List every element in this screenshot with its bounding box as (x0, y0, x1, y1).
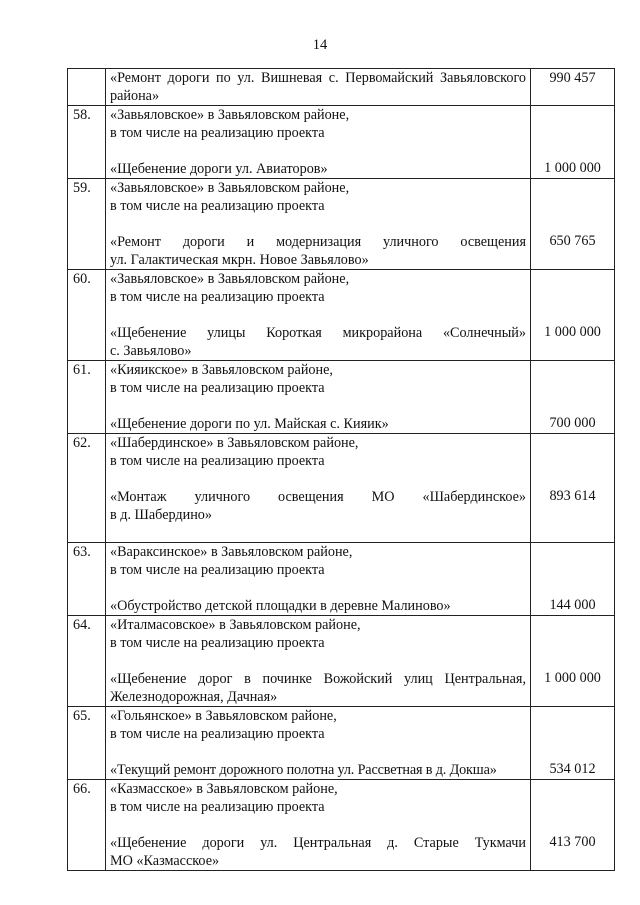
including-text: в том числе на реализацию проекта (110, 562, 325, 578)
page-number: 14 (312, 37, 328, 53)
including-text: в том числе на реализацию проекта (110, 799, 325, 815)
project-line: ул. Галактическая мкрн. Новое Завьялово» (110, 252, 369, 268)
municipality-name: «Кияикское» в Завьяловском районе, (110, 362, 333, 378)
row-description (106, 106, 531, 179)
including-text: в том числе на реализацию проекта (110, 635, 325, 651)
municipality-name: «Шабердинское» в Завьяловском районе, (110, 435, 359, 451)
including-text: в том числе на реализацию проекта (110, 289, 325, 305)
row-amount: 413 700 (531, 780, 615, 871)
row-number: 60. (68, 270, 106, 361)
row-number: 64. (68, 616, 106, 707)
municipality-name: «Вараксинское» в Завьяловском районе, (110, 544, 353, 560)
row-description (106, 361, 531, 434)
table-row (68, 780, 615, 871)
row-number: 62. (68, 434, 106, 543)
row-number: 59. (68, 179, 106, 270)
municipality-name: «Италмасовское» в Завьяловском районе, (110, 617, 361, 633)
table-row (68, 707, 615, 780)
including-text: в том числе на реализацию проекта (110, 726, 325, 742)
project-line: Железнодорожная, Дачная» (110, 689, 278, 705)
project-line: «Щебенение дороги по ул. Майская с. Кияик» (110, 416, 389, 432)
including-text: в том числе на реализацию проекта (110, 380, 325, 396)
project-line: «Ремонт дороги и модернизация уличного освещения (110, 234, 526, 250)
row-description (106, 179, 531, 270)
project-line: «Ремонт дороги по ул. Вишневая с. Первомайский Завьяловского (110, 70, 526, 86)
row-amount: 650 765 (531, 179, 615, 270)
table-row (68, 543, 615, 616)
row-number (68, 69, 106, 106)
row-amount: 893 614 (531, 434, 615, 543)
including-text: в том числе на реализацию проекта (110, 198, 325, 214)
project-line: «Текущий ремонт дорожного полотна ул. Рассветная в д. Докша» (110, 762, 497, 778)
project-line: «Щебенение дорог в починке Вожойский улиц Центральная, (110, 671, 526, 687)
row-amount: 534 012 (531, 707, 615, 780)
table-row (68, 616, 615, 707)
municipality-name: «Казмасское» в Завьяловском районе, (110, 781, 338, 797)
row-number: 65. (68, 707, 106, 780)
table-row (68, 270, 615, 361)
project-line: «Монтаж уличного освещения МО «Шабердинское» (110, 489, 526, 505)
municipality-name: «Гольянское» в Завьяловском районе, (110, 708, 337, 724)
municipality-name: «Завьяловское» в Завьяловском районе, (110, 271, 350, 287)
row-description (106, 780, 531, 871)
row-amount: 990 457 (531, 69, 615, 106)
allocation-table (67, 68, 615, 871)
project-line: «Щебенение дороги ул. Центральная д. Старые Тукмачи (110, 835, 526, 851)
table-row (68, 361, 615, 434)
project-line: «Щебенение дороги ул. Авиаторов» (110, 161, 328, 177)
row-amount: 1 000 000 (531, 270, 615, 361)
project-line: в д. Шабердино» (110, 507, 212, 523)
row-number: 66. (68, 780, 106, 871)
including-text: в том числе на реализацию проекта (110, 453, 325, 469)
project-line: с. Завьялово» (110, 343, 192, 359)
row-description (106, 543, 531, 616)
project-line: «Щебенение улицы Короткая микрорайона «Солнечный» (110, 325, 526, 341)
municipality-name: «Завьяловское» в Завьяловском районе, (110, 180, 350, 196)
row-description (106, 434, 531, 543)
table-row (68, 69, 615, 106)
row-number: 63. (68, 543, 106, 616)
row-amount: 144 000 (531, 543, 615, 616)
row-description (106, 616, 531, 707)
row-amount: 1 000 000 (531, 616, 615, 707)
including-text: в том числе на реализацию проекта (110, 125, 325, 141)
table-row (68, 434, 615, 543)
municipality-name: «Завьяловское» в Завьяловском районе, (110, 107, 350, 123)
row-description (106, 270, 531, 361)
table-row (68, 179, 615, 270)
table-row (68, 106, 615, 179)
row-description (106, 707, 531, 780)
row-description (106, 69, 531, 106)
row-number: 58. (68, 106, 106, 179)
row-number: 61. (68, 361, 106, 434)
row-amount: 1 000 000 (531, 106, 615, 179)
project-line: района» (110, 88, 160, 104)
row-amount: 700 000 (531, 361, 615, 434)
project-line: МО «Казмасское» (110, 853, 220, 869)
project-line: «Обустройство детской площадки в деревне Малиново» (110, 598, 451, 614)
